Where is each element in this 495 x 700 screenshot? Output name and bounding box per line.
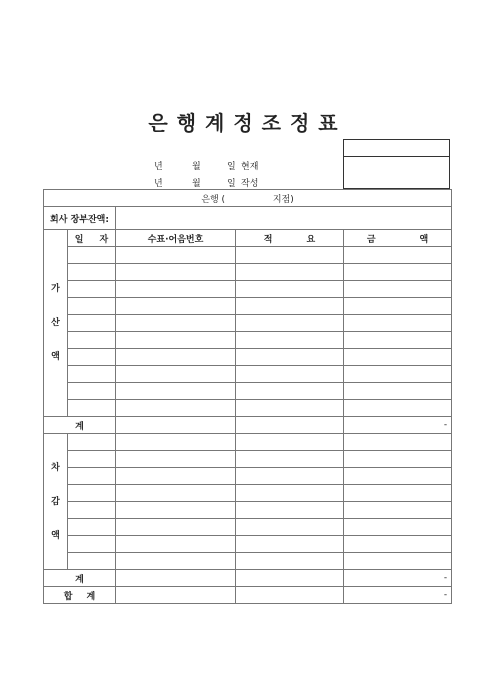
grand-total-amount[interactable]: - [344, 587, 452, 604]
add-memo-cell[interactable] [236, 366, 344, 383]
add-date-cell[interactable] [68, 264, 116, 281]
add-date-cell[interactable] [68, 366, 116, 383]
sub-memo-cell[interactable] [236, 485, 344, 502]
sub-amount-cell[interactable] [344, 536, 452, 553]
sub-voucher-cell[interactable] [116, 553, 236, 570]
add-entry-row [44, 247, 452, 264]
add-date-cell[interactable] [68, 349, 116, 366]
as-of-day-label: 일 [227, 162, 236, 172]
add-amount-cell[interactable] [344, 298, 452, 315]
add-memo-cell[interactable] [236, 315, 344, 332]
bank-name-cell[interactable] [44, 190, 452, 207]
add-date-cell[interactable] [68, 315, 116, 332]
add-amount-cell[interactable] [344, 400, 452, 417]
sub-memo-cell[interactable] [236, 468, 344, 485]
sub-subtotal-voucher-cell[interactable] [116, 570, 236, 587]
add-entry-row [44, 400, 452, 417]
approval-box-header [344, 140, 449, 157]
sub-date-cell[interactable] [68, 468, 116, 485]
sub-entry-row [44, 519, 452, 536]
book-balance-cell[interactable] [116, 207, 452, 230]
sub-section-label: 차 감 액 [44, 434, 68, 570]
sub-voucher-cell[interactable] [116, 451, 236, 468]
header-row [44, 230, 452, 247]
as-of-month-label: 월 [192, 162, 201, 172]
add-section-label: 가 산 액 [44, 230, 68, 417]
as-of-year-label: 년 [154, 162, 163, 172]
add-voucher-cell[interactable] [116, 349, 236, 366]
add-entry-row [44, 298, 452, 315]
sub-voucher-cell[interactable] [116, 536, 236, 553]
add-voucher-cell[interactable] [116, 366, 236, 383]
branch-label: 지점) [272, 194, 294, 205]
add-voucher-cell[interactable] [116, 281, 236, 298]
grand-total-label: 합 계 [44, 587, 116, 604]
sub-memo-cell[interactable] [236, 553, 344, 570]
sub-amount-cell[interactable] [344, 502, 452, 519]
bank-row [44, 190, 452, 207]
sub-subtotal-label: 계 [44, 570, 116, 587]
add-entry-row [44, 264, 452, 281]
sub-entry-row [44, 434, 452, 451]
sub-voucher-cell[interactable] [116, 502, 236, 519]
sub-date-cell[interactable] [68, 502, 116, 519]
add-voucher-cell[interactable] [116, 298, 236, 315]
book-balance-row [44, 207, 452, 230]
sub-entry-row [44, 536, 452, 553]
approval-box[interactable] [343, 139, 450, 189]
add-memo-cell[interactable] [236, 298, 344, 315]
header-voucher-number: 수표·어음번호 [116, 230, 236, 247]
add-amount-cell[interactable] [344, 315, 452, 332]
add-subtotal-row [44, 417, 452, 434]
add-amount-cell[interactable] [344, 383, 452, 400]
add-memo-cell[interactable] [236, 383, 344, 400]
sub-date-cell[interactable] [68, 553, 116, 570]
add-subtotal-label: 계 [44, 417, 116, 434]
add-entry-row [44, 349, 452, 366]
add-voucher-cell[interactable] [116, 315, 236, 332]
written-month-label: 월 [192, 179, 201, 189]
header-date: 일 자 [68, 230, 116, 247]
sub-memo-cell[interactable] [236, 502, 344, 519]
sub-voucher-cell[interactable] [116, 468, 236, 485]
sub-amount-cell[interactable] [344, 468, 452, 485]
sub-memo-cell[interactable] [236, 451, 344, 468]
add-amount-cell[interactable] [344, 281, 452, 298]
add-subtotal-voucher-cell[interactable] [116, 417, 236, 434]
sub-amount-cell[interactable] [344, 434, 452, 451]
sub-memo-cell[interactable] [236, 519, 344, 536]
sub-amount-cell[interactable] [344, 519, 452, 536]
sub-amount-cell[interactable] [344, 451, 452, 468]
add-entry-row [44, 332, 452, 349]
sub-subtotal-amount[interactable]: - [344, 570, 452, 587]
bank-label: 은행 ( [201, 194, 226, 205]
add-amount-cell[interactable] [344, 332, 452, 349]
book-balance-label: 회사 장부잔액: [44, 207, 116, 230]
sub-entry-row [44, 468, 452, 485]
grand-total-row [44, 587, 452, 604]
sub-date-cell[interactable] [68, 451, 116, 468]
add-amount-cell[interactable] [344, 247, 452, 264]
add-voucher-cell[interactable] [116, 400, 236, 417]
written-year-label: 년 [154, 179, 163, 189]
header-amount: 금 액 [344, 230, 452, 247]
as-of-suffix: 현재 [241, 162, 259, 172]
sub-entry-row [44, 451, 452, 468]
add-memo-cell[interactable] [236, 332, 344, 349]
grand-total-voucher-cell[interactable] [116, 587, 236, 604]
add-date-cell[interactable] [68, 383, 116, 400]
sub-date-cell[interactable] [68, 536, 116, 553]
sub-date-cell[interactable] [68, 485, 116, 502]
sub-voucher-cell[interactable] [116, 485, 236, 502]
sub-memo-cell[interactable] [236, 536, 344, 553]
add-voucher-cell[interactable] [116, 332, 236, 349]
header-memo: 적 요 [236, 230, 344, 247]
sub-subtotal-row [44, 570, 452, 587]
sub-memo-cell[interactable] [236, 434, 344, 451]
sub-voucher-cell[interactable] [116, 434, 236, 451]
add-date-cell[interactable] [68, 400, 116, 417]
sub-voucher-cell[interactable] [116, 519, 236, 536]
add-memo-cell[interactable] [236, 281, 344, 298]
add-amount-cell[interactable] [344, 366, 452, 383]
sub-amount-cell[interactable] [344, 553, 452, 570]
add-memo-cell[interactable] [236, 247, 344, 264]
sub-entry-row [44, 485, 452, 502]
add-subtotal-amount[interactable]: - [344, 417, 452, 434]
add-memo-cell[interactable] [236, 400, 344, 417]
sub-subtotal-memo-cell[interactable] [236, 570, 344, 587]
sub-date-cell[interactable] [68, 434, 116, 451]
grand-total-memo-cell[interactable] [236, 587, 344, 604]
add-date-cell[interactable] [68, 281, 116, 298]
sub-date-cell[interactable] [68, 519, 116, 536]
add-memo-cell[interactable] [236, 264, 344, 281]
add-entry-row [44, 366, 452, 383]
written-suffix: 작성 [241, 179, 259, 189]
add-amount-cell[interactable] [344, 349, 452, 366]
add-entry-row [44, 281, 452, 298]
written-day-label: 일 [227, 179, 236, 189]
add-amount-cell[interactable] [344, 264, 452, 281]
sub-amount-cell[interactable] [344, 485, 452, 502]
add-voucher-cell[interactable] [116, 247, 236, 264]
sub-entry-row [44, 502, 452, 519]
reconciliation-table [43, 189, 452, 604]
page-title: 은행계정조정표 [148, 111, 347, 135]
add-entry-row [44, 315, 452, 332]
add-date-cell[interactable] [68, 247, 116, 264]
add-entry-row [44, 383, 452, 400]
add-voucher-cell[interactable] [116, 383, 236, 400]
add-voucher-cell[interactable] [116, 264, 236, 281]
sub-entry-row [44, 553, 452, 570]
add-date-cell[interactable] [68, 332, 116, 349]
add-memo-cell[interactable] [236, 349, 344, 366]
add-subtotal-memo-cell[interactable] [236, 417, 344, 434]
add-date-cell[interactable] [68, 298, 116, 315]
